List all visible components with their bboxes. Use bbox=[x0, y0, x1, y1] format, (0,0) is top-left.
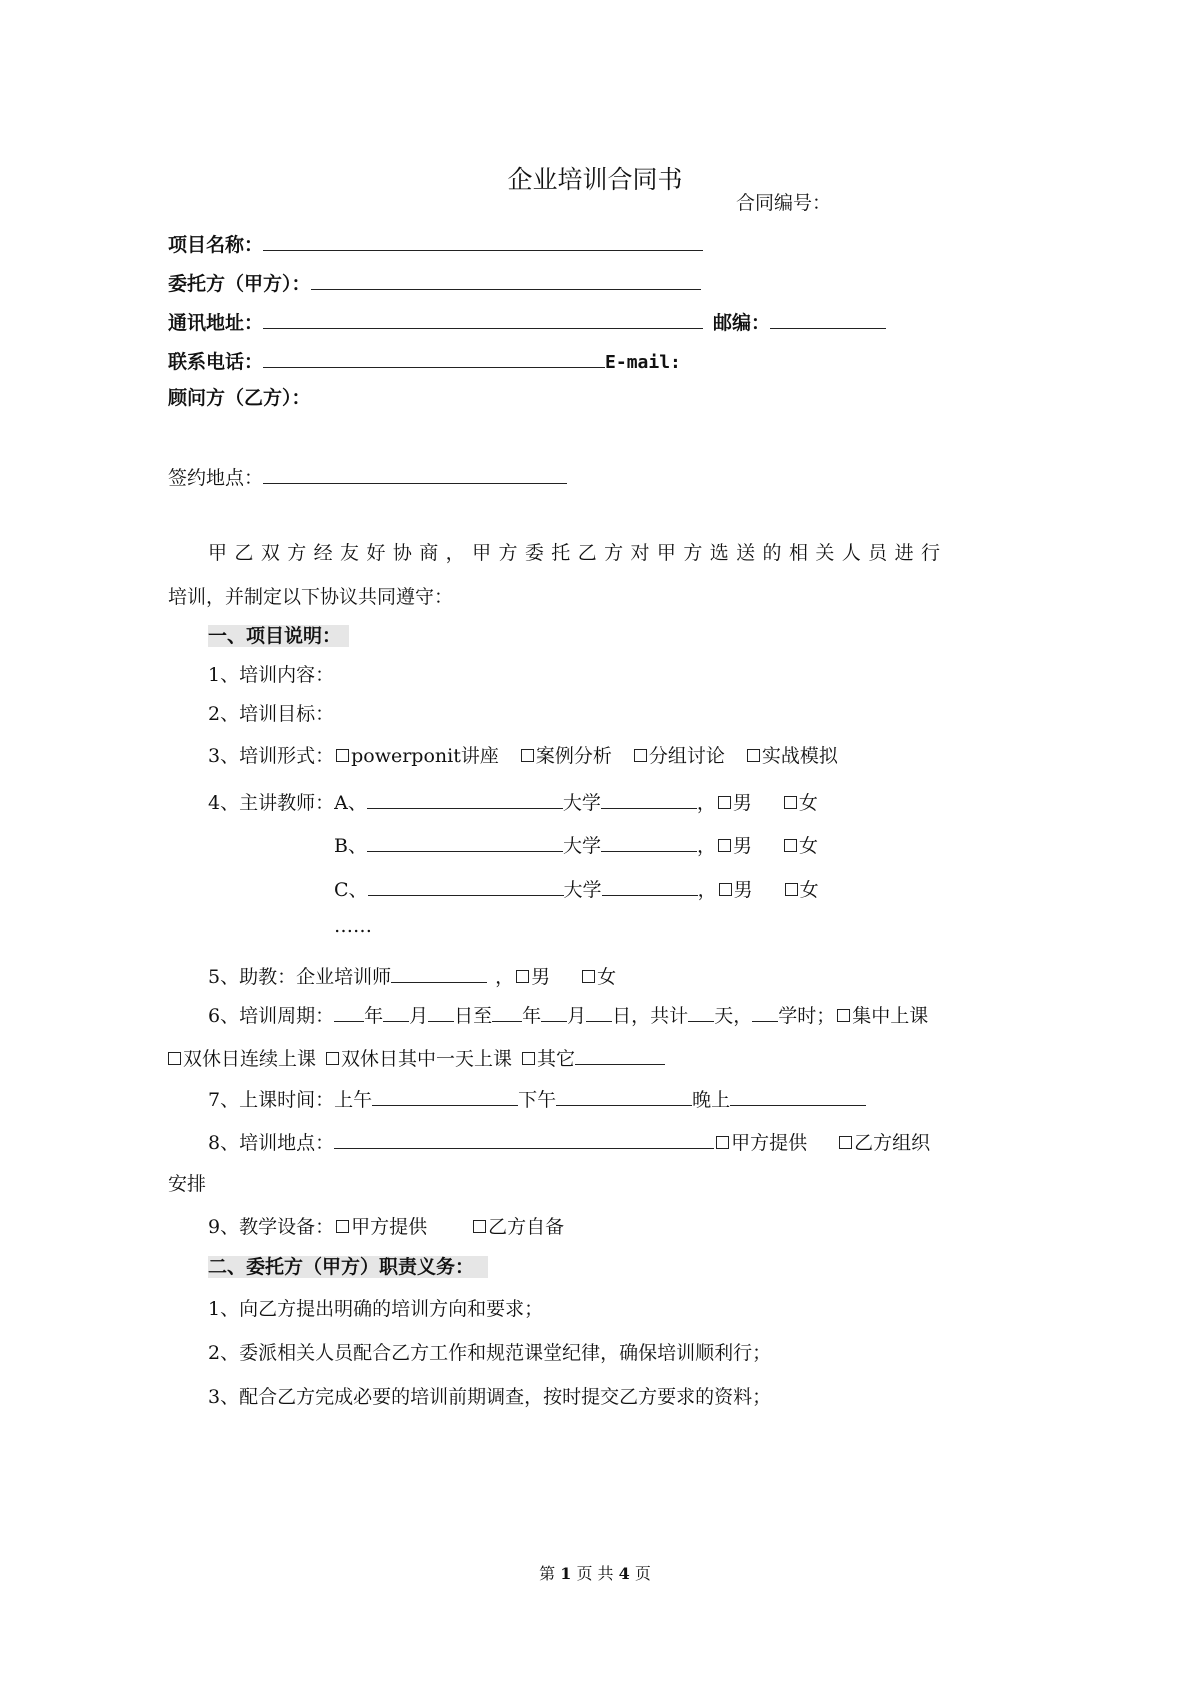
teacher-c-university: 大学 bbox=[563, 879, 602, 901]
footer-suffix: 页 bbox=[634, 1564, 651, 1583]
checkbox-teacher-c-male[interactable] bbox=[719, 883, 732, 896]
teacher-b-prefix: B、 bbox=[334, 835, 367, 857]
equipment-party-b-label: 乙方自备 bbox=[488, 1216, 565, 1238]
period-other-blank bbox=[575, 1044, 665, 1065]
checkbox-location-party-a[interactable] bbox=[716, 1136, 729, 1149]
teacher-b-male-label: 男 bbox=[733, 835, 753, 857]
checkbox-period-weekend-one[interactable] bbox=[326, 1052, 339, 1065]
client-blank bbox=[311, 269, 701, 290]
afternoon-label: 下午 bbox=[518, 1089, 557, 1111]
teacher-a-name-blank bbox=[367, 788, 563, 809]
teacher-c-prefix: C、 bbox=[334, 879, 368, 901]
item-6-label: 6、培训周期： bbox=[208, 1005, 335, 1027]
item-6-period bbox=[208, 1001, 928, 1028]
period-other-label: 其它 bbox=[537, 1048, 576, 1070]
start-year-blank bbox=[334, 1001, 364, 1022]
item-2-training-goal: 2、培训目标： bbox=[208, 703, 335, 725]
client-label: 委托方（甲方）： bbox=[168, 273, 311, 295]
assistant-female-label: 女 bbox=[597, 966, 617, 988]
assistant-comma: ， bbox=[495, 966, 515, 988]
period-weekend-one-label: 双休日其中一天上课 bbox=[341, 1048, 513, 1070]
end-year-label: 年 bbox=[522, 1005, 542, 1027]
project-name-label: 项目名称： bbox=[168, 234, 264, 256]
address-label: 通讯地址： bbox=[168, 312, 264, 334]
checkbox-form-case[interactable] bbox=[521, 749, 534, 762]
checkbox-teacher-b-female[interactable] bbox=[784, 839, 797, 852]
checkbox-equipment-party-b[interactable] bbox=[473, 1220, 486, 1233]
section-2-heading bbox=[208, 1255, 488, 1279]
checkbox-form-practice[interactable] bbox=[747, 749, 760, 762]
item-8-location bbox=[208, 1128, 930, 1155]
form-practice-label: 实战模拟 bbox=[761, 745, 838, 767]
teacher-a-university-blank bbox=[601, 788, 697, 809]
client-row bbox=[168, 269, 701, 296]
address-blank bbox=[263, 308, 703, 329]
sign-place-blank bbox=[263, 463, 567, 484]
teacher-b-female-label: 女 bbox=[799, 835, 819, 857]
teacher-a-comma: ， bbox=[696, 792, 716, 814]
item-9-equipment bbox=[208, 1215, 564, 1239]
teacher-a-university: 大学 bbox=[562, 792, 601, 814]
checkbox-assistant-male[interactable] bbox=[516, 970, 529, 983]
form-case-label: 案例分析 bbox=[535, 745, 612, 767]
location-blank bbox=[334, 1128, 714, 1149]
project-name-blank bbox=[263, 230, 703, 251]
checkbox-teacher-c-female[interactable] bbox=[785, 883, 798, 896]
start-year-label: 年 bbox=[364, 1005, 384, 1027]
checkbox-form-lecture[interactable] bbox=[336, 749, 349, 762]
day-total-label: 日，共计 bbox=[612, 1005, 689, 1027]
intro-line-2: 培训，并制定以下协议共同遵守： bbox=[168, 586, 454, 608]
teacher-c-university-blank bbox=[602, 875, 698, 896]
item-4-teacher-a bbox=[208, 788, 818, 815]
section-2-item-1: 1、向乙方提出明确的培训方向和要求； bbox=[208, 1298, 544, 1320]
teacher-c-male-label: 男 bbox=[733, 879, 753, 901]
checkbox-teacher-b-male[interactable] bbox=[718, 839, 731, 852]
intro-line-1: 甲乙双方经友好协商，甲方委托乙方对甲方选送的相关人员进行 bbox=[208, 542, 940, 564]
checkbox-assistant-female[interactable] bbox=[582, 970, 595, 983]
location-party-a-label: 甲方提供 bbox=[731, 1132, 808, 1154]
start-month-blank bbox=[383, 1001, 409, 1022]
period-concentrated-label: 集中上课 bbox=[852, 1005, 929, 1027]
section-1-heading bbox=[208, 624, 349, 648]
location-party-b-label: 乙方组织 bbox=[854, 1132, 931, 1154]
item-7-class-time bbox=[208, 1085, 866, 1112]
total-days-blank bbox=[688, 1001, 714, 1022]
address-row bbox=[168, 308, 886, 335]
days-label: 天， bbox=[714, 1005, 753, 1027]
assistant-name-blank bbox=[391, 962, 487, 983]
teacher-ellipsis: …… bbox=[334, 915, 372, 937]
item-1-training-content: 1、培训内容： bbox=[208, 664, 335, 686]
end-month-label: 月 bbox=[567, 1005, 587, 1027]
afternoon-blank bbox=[556, 1085, 692, 1106]
item-3-training-form bbox=[208, 744, 838, 768]
item-7-label: 7、上课时间： bbox=[208, 1089, 335, 1111]
phone-label: 联系电话： bbox=[168, 351, 264, 373]
consultant-label: 顾问方（乙方）： bbox=[168, 387, 311, 409]
morning-blank bbox=[372, 1085, 518, 1106]
section-2-item-2: 2、委派相关人员配合乙方工作和规范课堂纪律，确保培训顺利行； bbox=[208, 1342, 772, 1364]
teacher-a-female-label: 女 bbox=[798, 792, 818, 814]
teacher-c-name-blank bbox=[368, 875, 564, 896]
item-5-assistant bbox=[208, 962, 616, 989]
document-title: 企业培训合同书 bbox=[507, 165, 683, 194]
checkbox-equipment-party-a[interactable] bbox=[336, 1220, 349, 1233]
footer-prefix: 第 bbox=[539, 1564, 556, 1583]
checkbox-teacher-a-male[interactable] bbox=[718, 796, 731, 809]
contract-number-label: 合同编号： bbox=[736, 192, 832, 214]
footer-mid: 页 共 bbox=[576, 1564, 614, 1583]
phone-blank bbox=[263, 347, 605, 368]
section-2-heading-text: 二、委托方（甲方）职责义务： bbox=[208, 1256, 488, 1278]
item-6-period-options bbox=[168, 1044, 665, 1071]
email-label: E-mail: bbox=[605, 352, 681, 373]
teacher-c-comma: ， bbox=[697, 879, 717, 901]
page-footer bbox=[0, 1561, 1190, 1584]
equipment-party-a-label: 甲方提供 bbox=[351, 1216, 428, 1238]
form-lecture-label: powerponit讲座 bbox=[351, 745, 499, 767]
item-3-label: 3、培训形式： bbox=[208, 745, 335, 767]
morning-label: 上午 bbox=[334, 1089, 373, 1111]
period-weekend-both-label: 双休日连续上课 bbox=[183, 1048, 317, 1070]
end-month-blank bbox=[541, 1001, 567, 1022]
item-4-teacher-b bbox=[334, 831, 818, 858]
total-hours-blank bbox=[752, 1001, 778, 1022]
end-day-blank bbox=[586, 1001, 612, 1022]
project-name-row bbox=[168, 230, 703, 257]
section-2-item-3: 3、配合乙方完成必要的培训前期调查，按时提交乙方要求的资料； bbox=[208, 1386, 772, 1408]
teacher-c-female-label: 女 bbox=[799, 879, 819, 901]
total-page-number: 4 bbox=[618, 1564, 630, 1583]
sign-place-row bbox=[168, 463, 567, 490]
teacher-b-comma: ， bbox=[696, 835, 716, 857]
item-5-label: 5、助教：企业培训师 bbox=[208, 966, 392, 988]
postcode-blank bbox=[770, 308, 886, 329]
location-continuation: 安排 bbox=[168, 1173, 207, 1195]
checkbox-teacher-a-female[interactable] bbox=[784, 796, 797, 809]
item-9-label: 9、教学设备： bbox=[208, 1216, 335, 1238]
start-day-blank bbox=[428, 1001, 454, 1022]
form-group-label: 分组讨论 bbox=[648, 745, 725, 767]
end-year-blank bbox=[492, 1001, 522, 1022]
teacher-b-university-blank bbox=[601, 831, 697, 852]
section-1-heading-text: 一、项目说明： bbox=[208, 625, 349, 647]
start-month-label: 月 bbox=[409, 1005, 429, 1027]
assistant-male-label: 男 bbox=[531, 966, 551, 988]
teacher-a-prefix: A、 bbox=[334, 792, 367, 814]
phone-row bbox=[168, 347, 681, 375]
evening-blank bbox=[730, 1085, 866, 1106]
day-to-label: 日至 bbox=[454, 1005, 493, 1027]
checkbox-form-group[interactable] bbox=[634, 749, 647, 762]
item-4-label: 4、主讲教师： bbox=[208, 792, 335, 814]
checkbox-period-weekend-both[interactable] bbox=[168, 1052, 181, 1065]
postcode-label: 邮编： bbox=[713, 312, 771, 334]
item-8-label: 8、培训地点： bbox=[208, 1132, 335, 1154]
evening-label: 晚上 bbox=[692, 1089, 731, 1111]
checkbox-period-concentrated[interactable] bbox=[837, 1009, 850, 1022]
current-page-number: 1 bbox=[560, 1564, 572, 1583]
teacher-b-university: 大学 bbox=[562, 835, 601, 857]
checkbox-period-other[interactable] bbox=[522, 1052, 535, 1065]
item-4-teacher-c bbox=[334, 875, 819, 902]
hours-label: 学时； bbox=[778, 1005, 836, 1027]
sign-place-label: 签约地点： bbox=[168, 467, 264, 489]
checkbox-location-party-b[interactable] bbox=[839, 1136, 852, 1149]
teacher-a-male-label: 男 bbox=[732, 792, 752, 814]
teacher-b-name-blank bbox=[367, 831, 563, 852]
